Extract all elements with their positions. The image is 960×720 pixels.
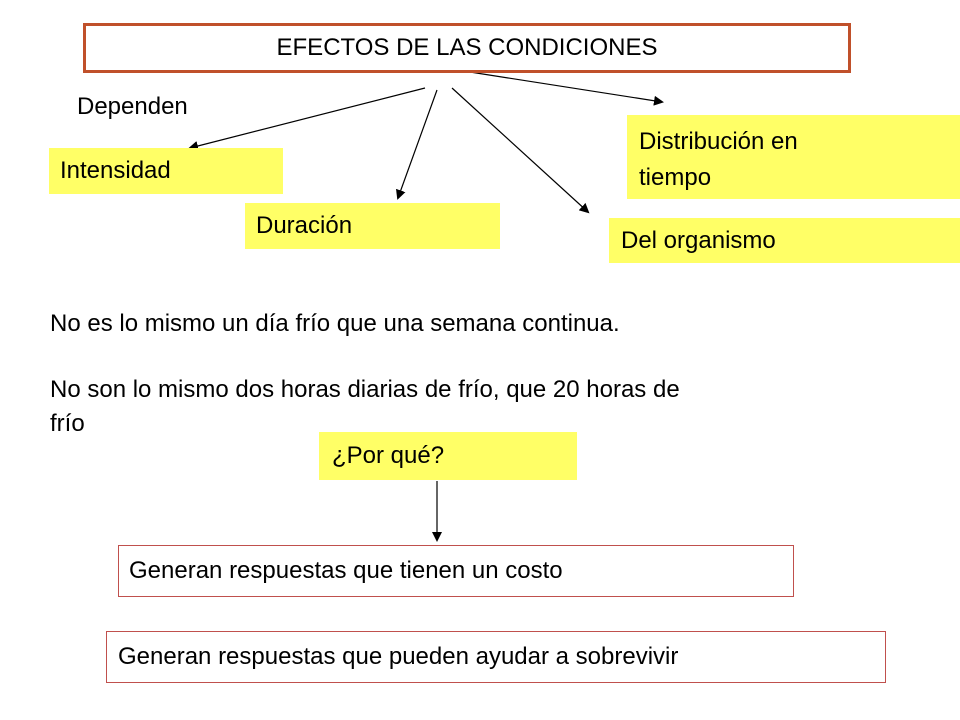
box-duracion [245, 203, 500, 249]
distribucion-label-line1: Distribución en [639, 128, 798, 155]
distribucion-label-line2: tiempo [639, 164, 712, 191]
intensidad-label: Intensidad [60, 157, 171, 184]
sentence-horas-line2: frío [50, 410, 85, 437]
sentence-horas-line1: No son lo mismo dos horas diarias de frío, que 20 horas de [50, 376, 680, 403]
box-intensidad [49, 148, 283, 194]
sentence-dia-frio: No es lo mismo un día frío que una semana continua. [50, 310, 620, 337]
answer-sobrevivir-label: Generan respuestas que pueden ayudar a sobrevivir [118, 643, 679, 670]
arrow-to-organismo [452, 88, 588, 212]
answer-sobrevivir-box [106, 631, 886, 683]
por-que-label: ¿Por qué? [332, 442, 445, 469]
organismo-label: Del organismo [621, 227, 776, 254]
answer-costo-label: Generan respuestas que tienen un costo [129, 557, 563, 584]
arrow-to-intensidad [190, 88, 425, 148]
box-organismo [609, 218, 960, 263]
box-por-que [319, 432, 577, 480]
title-box [83, 23, 851, 73]
duracion-label: Duración [256, 212, 353, 239]
box-distribucion [627, 115, 960, 199]
arrow-to-distribucion [470, 72, 662, 102]
dependen-label: Dependen [77, 93, 188, 120]
arrow-to-duracion [398, 90, 437, 198]
page-title: EFECTOS DE LAS CONDICIONES [276, 34, 658, 61]
answer-costo-box [118, 545, 794, 597]
